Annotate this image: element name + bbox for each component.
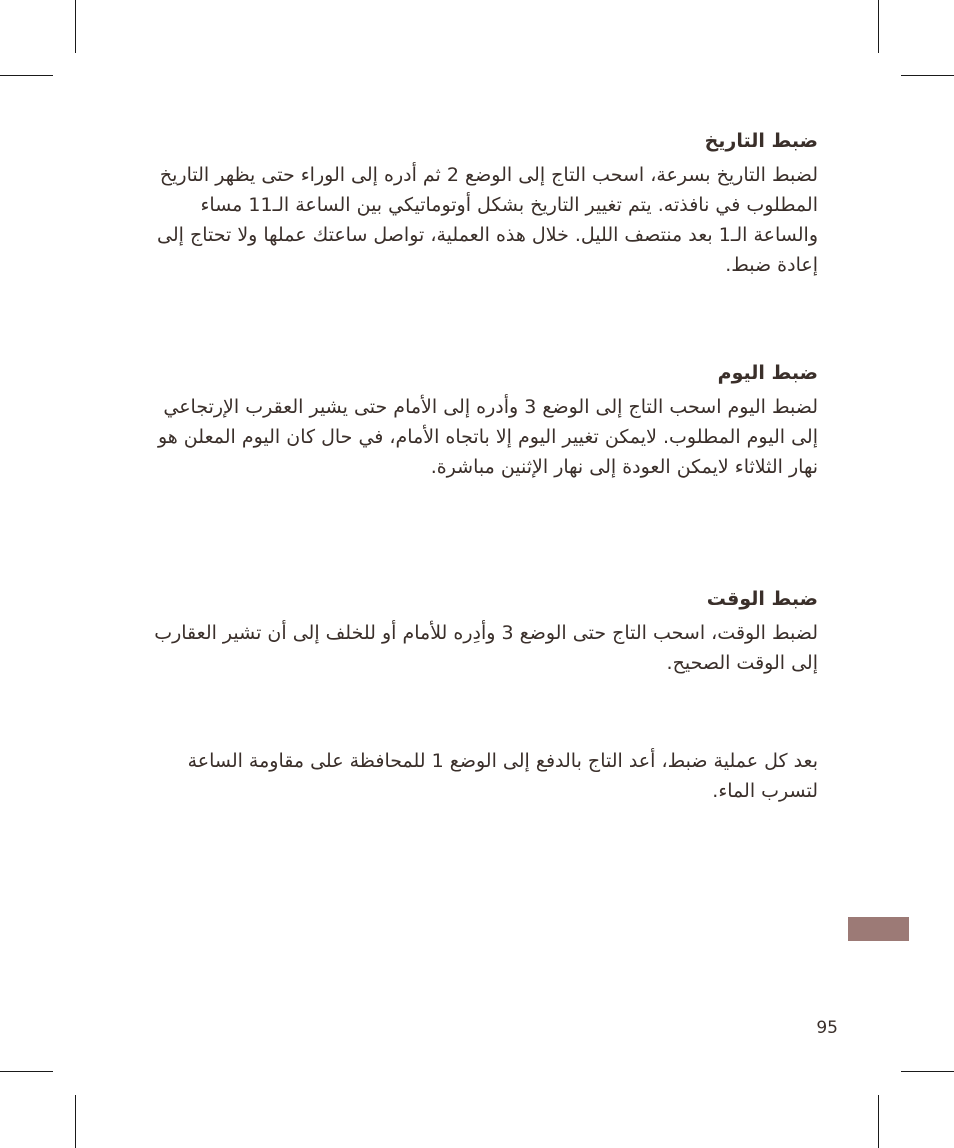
section-body-date: لضبط التاريخ بسرعة، اسحب التاج إلى الوضع 2 ثم أدره إلى الوراء حتى يظهر التاريخ المطلوب في نافذته. يتم تغيير التاريخ بشكل أوتوماتيكي بين الساعة الـ11 مساء والساعة الـ1 بعد منتصف الليل. خلال هذه العملية، تواصل ساعتك عملها ولا تحتاج إلى إعادة ضبط. — [157, 164, 818, 276]
crop-mark-top-right-horizontal — [901, 75, 954, 76]
crop-mark-bottom-right-vertical — [878, 1095, 879, 1148]
section-body-time: لضبط الوقت، اسحب التاج حتى الوضع 3 وأدِره للأمام أو للخلف إلى أن تشير العقارب إلى الوقت الصحيح. — [154, 622, 818, 674]
crop-mark-bottom-left-vertical — [75, 1095, 76, 1148]
crop-mark-top-left-vertical — [75, 0, 76, 53]
crop-mark-bottom-left-horizontal — [0, 1071, 53, 1072]
crop-mark-bottom-right-horizontal — [901, 1071, 954, 1072]
section-title-date: ضبط التاريخ — [704, 130, 818, 152]
section-day-setting — [150, 358, 818, 482]
section-body-note: بعد كل عملية ضبط، أعد التاج بالدفع إلى الوضع 1 للمحافظة على مقاومة الساعة لتسرب الماء. — [187, 750, 818, 802]
crop-mark-top-right-vertical — [878, 0, 879, 53]
section-body-day: لضبط اليوم اسحب التاج إلى الوضع 3 وأدره إلى الأمام حتى يشير العقرب الإرتجاعي إلى اليوم المطلوب. لايمكن تغيير اليوم إلا باتجاه الأمام، في حال كان اليوم المعلن هو نهار الثلاثاء لايمكن العودة إلى نهار الإثنين مباشرة. — [157, 396, 818, 478]
page-number: 95 — [816, 1018, 838, 1038]
section-title-time: ضبط الوقت — [706, 588, 818, 610]
section-water-resistance-note — [150, 746, 818, 806]
chapter-tab-marker — [848, 917, 909, 941]
section-title-day: ضبط اليوم — [717, 362, 818, 384]
section-time-setting — [150, 584, 818, 678]
crop-mark-top-left-horizontal — [0, 75, 53, 76]
section-date-setting — [150, 126, 818, 280]
